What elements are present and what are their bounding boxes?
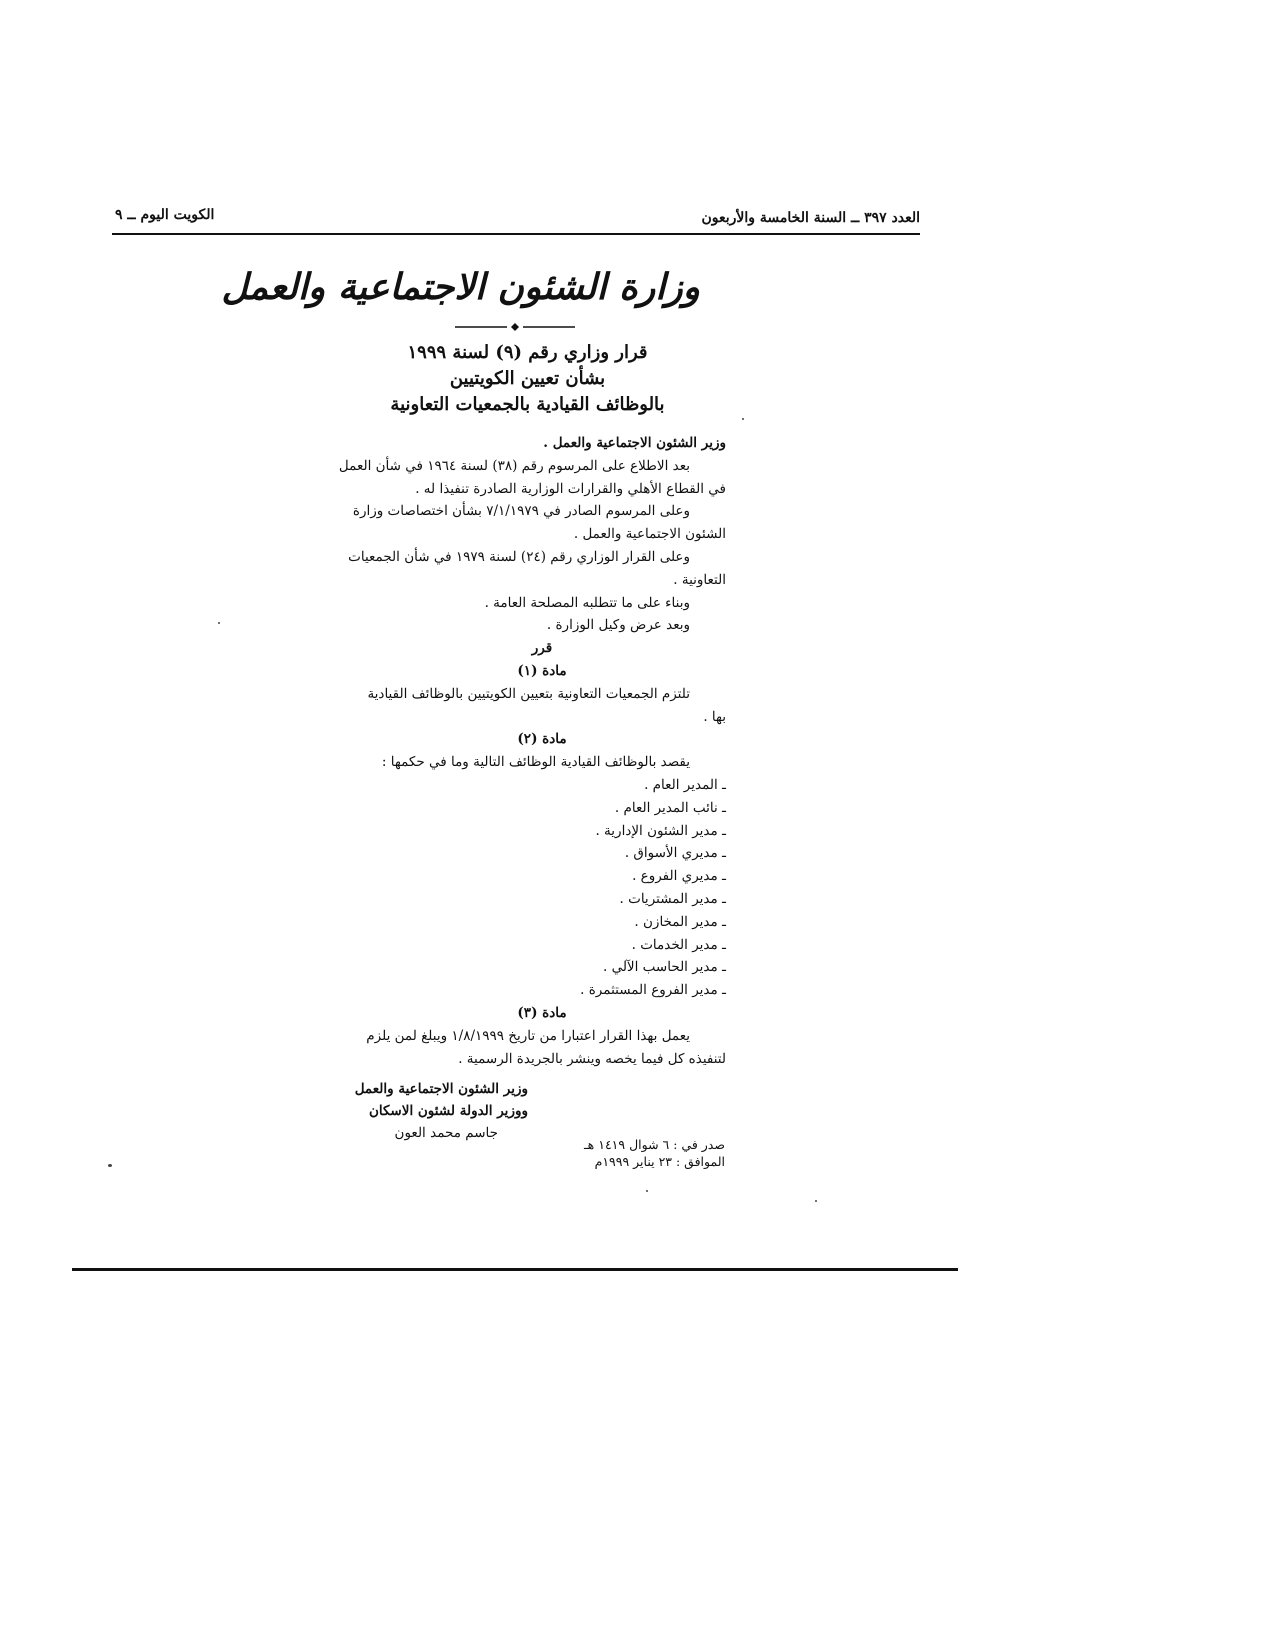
preamble-line: بعد الاطلاع على المرسوم رقم (٣٨) لسنة ١٩٦٤ في شأن العمل — [338, 457, 690, 474]
issue-header: العدد ٣٩٧ ــ السنة الخامسة والأربعون — [701, 210, 920, 226]
ministry-title: وزارة الشئون الاجتماعية والعمل — [221, 266, 700, 308]
scan-speck — [742, 418, 744, 420]
decision-body — [318, 432, 726, 1070]
preamble-line: الشئون الاجتماعية والعمل . — [573, 526, 726, 543]
position-item: ـ نائب المدير العام . — [614, 799, 726, 816]
bottom-rule — [72, 1268, 958, 1271]
scan-speck — [108, 1164, 112, 1167]
decision-subject: بشأن تعيين الكويتيين — [449, 368, 606, 389]
position-item: ـ مدير الفروع المستثمرة . — [580, 982, 726, 999]
position-item: ـ مدير الشئون الإدارية . — [595, 822, 726, 839]
decision-title: قرار وزاري رقم (٩) لسنة ١٩٩٩ — [407, 342, 648, 363]
article-1-title: مادة (١) — [517, 662, 567, 679]
preamble-line: وبناء على ما تتطلبه المصلحة العامة . — [484, 594, 690, 611]
signatory-name: جاسم محمد العون — [394, 1125, 498, 1141]
signatory-title: وزير الشئون الاجتماعية والعمل — [354, 1081, 528, 1097]
signatory-title-2: ووزير الدولة لشئون الاسكان — [368, 1103, 528, 1119]
position-item: ـ مدير المخازن . — [634, 913, 726, 930]
signature-block — [318, 1078, 528, 1144]
preamble-line: وبعد عرض وكيل الوزارة . — [546, 617, 690, 634]
position-item: ـ مدير المشتريات . — [619, 890, 726, 907]
scan-speck — [646, 1190, 648, 1192]
article-1-line: تلتزم الجمعيات التعاونية بتعيين الكويتيين بالوظائف القيادية — [367, 685, 690, 702]
issue-date-block — [560, 1136, 725, 1170]
issue-date-hijri: صدر في : ٦ شوال ١٤١٩ هـ — [584, 1137, 725, 1152]
preamble-line: وعلى القرار الوزاري رقم (٢٤) لسنة ١٩٧٩ في شأن الجمعيات — [348, 548, 690, 565]
article-3-line: يعمل بهذا القرار اعتبارا من تاريخ ١/٨/١٩٩٩ ويبلغ لمن يلزم — [366, 1027, 690, 1044]
decision-subject-2: بالوظائف القيادية بالجمعيات التعاونية — [390, 394, 665, 415]
preamble-line: وعلى المرسوم الصادر في ٧/١/١٩٧٩ بشأن اختصاصات وزارة — [352, 503, 690, 520]
article-3-line: لتنفيذه كل فيما يخصه وينشر بالجريدة الرسمية . — [458, 1050, 726, 1067]
article-2-intro: يقصد بالوظائف القيادية الوظائف التالية وما في حكمها : — [381, 754, 690, 771]
title-ornament — [455, 322, 575, 332]
page-header: الكويت اليوم ــ ٩ — [115, 207, 215, 223]
scan-speck — [218, 622, 220, 624]
position-item: ـ مديري الفروع . — [632, 868, 726, 885]
preamble-line: في القطاع الأهلي والقرارات الوزارية الصادرة تنفيذا له . — [415, 480, 726, 497]
minister-intro: وزير الشئون الاجتماعية والعمل . — [543, 435, 726, 451]
article-3-title: مادة (٣) — [517, 1004, 567, 1021]
position-item: ـ المدير العام . — [644, 776, 726, 793]
decided-heading: قرر — [531, 640, 553, 657]
article-1-line: بها . — [703, 708, 726, 725]
position-item: ـ مديري الأسواق . — [624, 845, 726, 862]
preamble-line: التعاونية . — [673, 571, 726, 588]
scan-speck — [815, 1200, 817, 1202]
decision-titles — [330, 340, 725, 418]
issue-date-gregorian: الموافق : ٢٣ يناير ١٩٩٩م — [594, 1154, 725, 1169]
position-item: ـ مدير الخدمات . — [631, 936, 726, 953]
article-2-title: مادة (٢) — [517, 731, 567, 748]
position-item: ـ مدير الحاسب الآلي . — [602, 959, 726, 976]
header-rule — [112, 233, 920, 235]
